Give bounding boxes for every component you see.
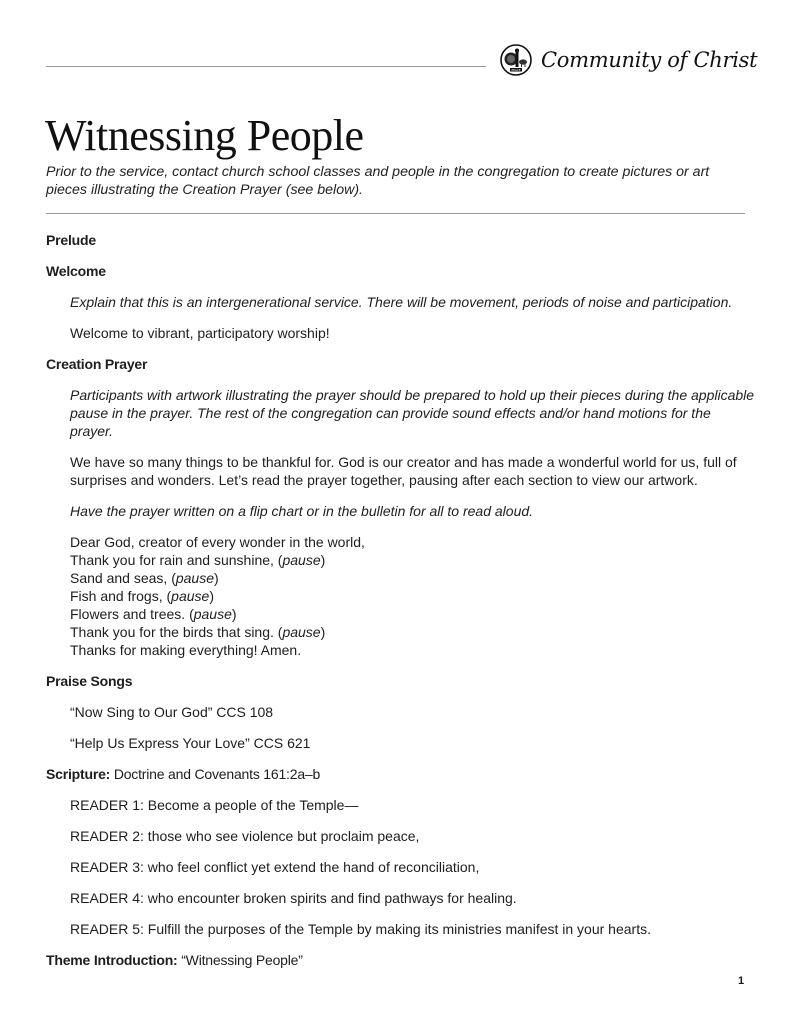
prayer-line-text: Fish and frogs, (70, 588, 167, 604)
community-of-christ-seal-icon (500, 44, 532, 76)
pause-cue: (pause) (277, 552, 326, 568)
prelude-heading: Prelude (46, 232, 96, 248)
theme-introduction-label: Theme Introduction: (46, 952, 178, 968)
praise-songs-heading: Praise Songs (46, 673, 133, 689)
intro-instruction: Prior to the service, contact church school classes and people in the congregation to create pictures or art pieces illustrating the Creation Prayer (see below). (46, 164, 710, 198)
prayer-line (70, 551, 756, 569)
page-number: 1 (738, 975, 745, 987)
brand-name: Community of Christ (541, 48, 758, 72)
prayer-line (70, 569, 756, 587)
song-item: “Help Us Express Your Love” CCS 621 (70, 735, 311, 751)
welcome-text: Welcome to vibrant, participatory worship! (70, 325, 330, 341)
prayer-line-text: Sand and seas, (70, 570, 172, 586)
prayer-line-text: Thanks for making everything! Amen. (70, 642, 302, 658)
reader-line: READER 5: Fulfill the purposes of the Temple by making its ministries manifest in your hearts. (70, 921, 651, 937)
creation-prayer-instruction-2: Have the prayer written on a flip chart or in the bulletin for all to read aloud. (70, 503, 534, 519)
prayer-line-text: Dear God, creator of every wonder in the world, (70, 534, 365, 550)
scripture-label: Scripture: (46, 766, 111, 782)
seal-label: PEACE (511, 68, 521, 72)
prayer-line (70, 533, 756, 551)
pause-cue: (pause) (171, 570, 219, 586)
creation-prayer-instruction: Participants with artwork illustrating the prayer should be prepared to hold up their pieces during the applicable pause in the prayer. The rest of the congregation can provide sound effects and/or hand motions for the prayer. (70, 387, 755, 439)
prayer-lines (70, 533, 756, 659)
pause-cue: (pause) (277, 624, 326, 640)
theme-introduction-text: “Witnessing People” (177, 952, 303, 968)
theme-introduction-heading (46, 951, 756, 969)
prayer-line-text: Flowers and trees. (70, 606, 190, 622)
reader-line: READER 4: who encounter broken spirits and find pathways for healing. (70, 890, 517, 906)
creation-prayer-text: We have so many things to be thankful for. God is our creator and has made a wonderful world for us, full of surprises and wonders. Let’s read the prayer together, pausing after each section to view our artwork. (70, 454, 737, 488)
prayer-line-text: Thank you for the birds that sing. (70, 624, 278, 640)
pause-cue: (pause) (189, 606, 237, 622)
reader-line: READER 2: those who see violence but proclaim peace, (70, 828, 420, 844)
prayer-line-text: Thank you for rain and sunshine, (70, 552, 278, 568)
header-rule (46, 66, 486, 67)
brand-logo (500, 44, 757, 76)
prayer-line (70, 605, 756, 623)
pause-cue: (pause) (166, 588, 214, 604)
scripture-heading (46, 765, 756, 783)
reader-line: READER 1: Become a people of the Temple— (70, 797, 359, 813)
order-of-service (46, 231, 756, 982)
prayer-line (70, 641, 756, 659)
page-title: Witnessing People (45, 111, 364, 160)
prayer-line (70, 623, 756, 641)
prayer-line (70, 587, 756, 605)
creation-prayer-heading: Creation Prayer (46, 356, 148, 372)
title-divider (46, 213, 745, 214)
welcome-instruction: Explain that this is an intergenerational service. There will be movement, periods of noise and participation. (70, 294, 733, 310)
welcome-heading: Welcome (46, 263, 106, 279)
reader-line: READER 3: who feel conflict yet extend the hand of reconciliation, (70, 859, 480, 875)
scripture-reference: Doctrine and Covenants 161:2a–b (110, 766, 321, 782)
song-item: “Now Sing to Our God” CCS 108 (70, 704, 274, 720)
